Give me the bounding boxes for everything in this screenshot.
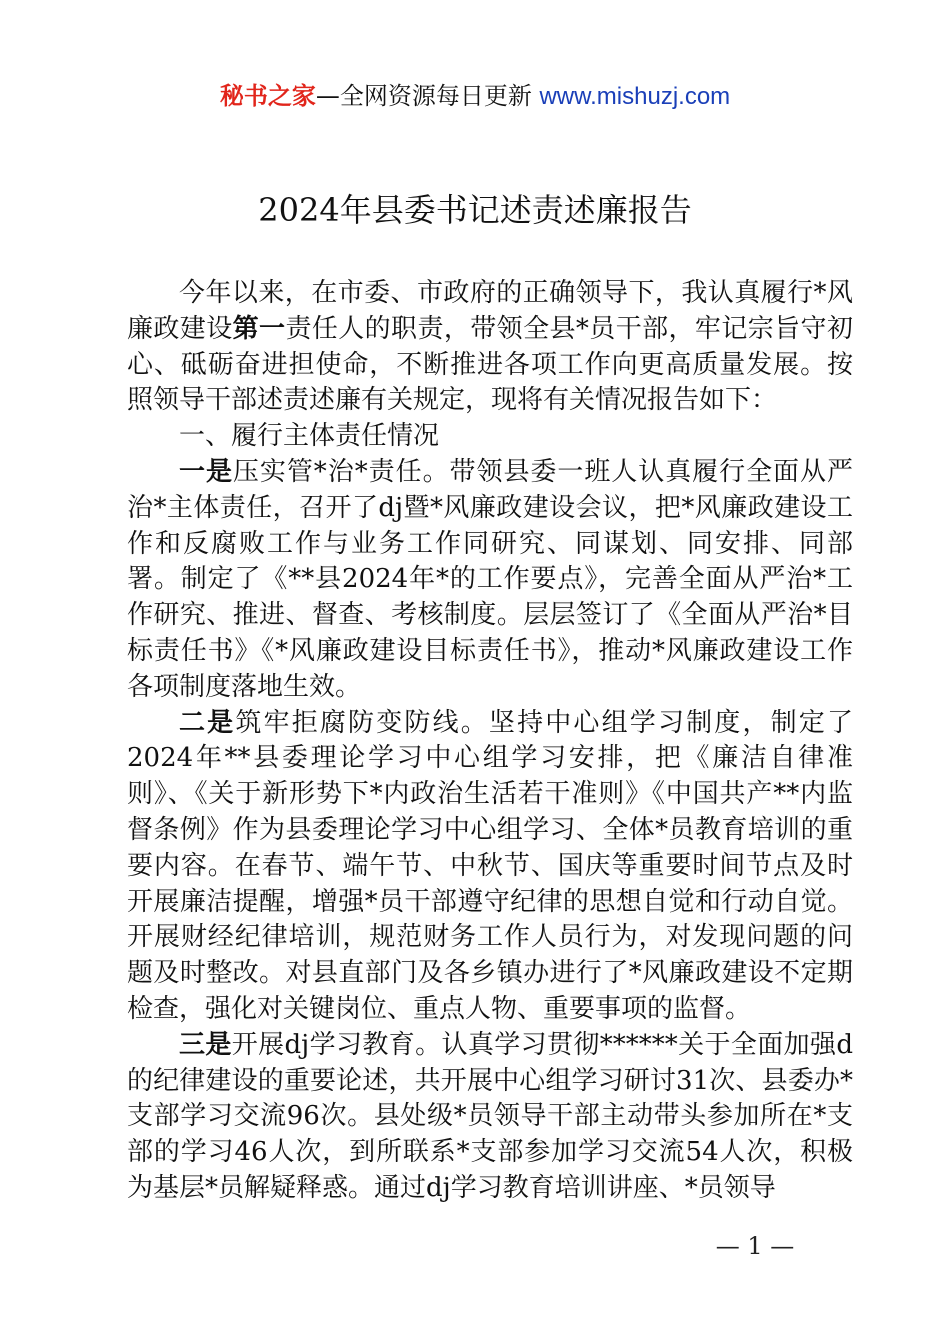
body-paragraph xyxy=(127,455,853,706)
body-paragraph xyxy=(127,419,853,455)
paragraph-lead: 二是 xyxy=(179,707,236,738)
document-title: 2024年县委书记述责述廉报告 xyxy=(258,191,692,229)
paragraph-lead: 一是 xyxy=(179,456,233,487)
paragraph-text: 今年以来，在市委、市政府的正确领导下，我认真履行*风廉政建设 xyxy=(127,278,853,344)
site-url-link[interactable]: www.mishuzj.com xyxy=(539,83,731,110)
paragraph-text: 压实管*治*责任。带领县委一班人认真履行全面从严治*主体责任，召开了dj暨*风廉政建设会议，把*风廉政建设工作和反腐败工作与业务工作同研究、同谋划、同安排、同部署。制定了《**县2024年*的工作要点》，完善全面从严治*工作研究、推进、督查、考核制度。层层签订了《全面从严治*目标责任书》《*风廉政建设目标责任书》，推动*风廉政建设工作各项制度落地生效。 xyxy=(127,456,853,702)
body-paragraph xyxy=(127,276,853,419)
body-paragraph xyxy=(127,706,853,1028)
document-body xyxy=(127,276,853,1207)
paragraph-text: 一、履行主体责任情况 xyxy=(179,421,440,452)
body-paragraph xyxy=(127,1028,853,1207)
paragraph-lead: 三是 xyxy=(179,1029,232,1060)
paragraph-text: 筑牢拒腐防变防线。坚持中心组学习制度，制定了2024年**县委理论学习中心组学习安排，把《廉洁自律准则》、《关于新形势下*内政治生活若干准则》《中国共产**内监督条例》作为县委理论学习中心组学习、全体*员教育培训的重要内容。在春节、端午节、中秋节、国庆等重要时间节点及时开展廉洁提醒，增强*员干部遵守纪律的思想自觉和行动自觉。开展财经纪律培训，规范财务工作人员行为，对发现问题的问题及时整改。对县直部门及各乡镇办进行了*风廉政建设不定期检查，强化对关键岗位、重点人物、重要事项的监督。 xyxy=(127,707,853,1024)
page-number: — 1 — xyxy=(715,1232,795,1260)
paragraph-text: 责任人的职责，带领全县*员干部，牢记宗旨守初心、砥砺奋进担使命，不断推进各项工作向更高质量发展。按照领导干部述责述廉有关规定，现将有关情况报告如下： xyxy=(127,313,853,416)
paragraph-lead: 第一 xyxy=(232,313,286,344)
header-tagline: —全网资源每日更新 xyxy=(315,82,532,110)
site-header xyxy=(0,78,950,115)
paragraph-text: 开展dj学习教育。认真学习贯彻******关于全面加强d的纪律建设的重要论述，共开展中心组学习研讨31次、县委办*支部学习交流96次。县处级*员领导干部主动带头参加所在*支部的学习46人次，到所联系*支部参加学习交流54人次，积极为基层*员解疑释惑。通过dj学习教育培训讲座、*员领导 xyxy=(127,1029,853,1203)
brand-name: 秘书之家 xyxy=(219,82,316,110)
